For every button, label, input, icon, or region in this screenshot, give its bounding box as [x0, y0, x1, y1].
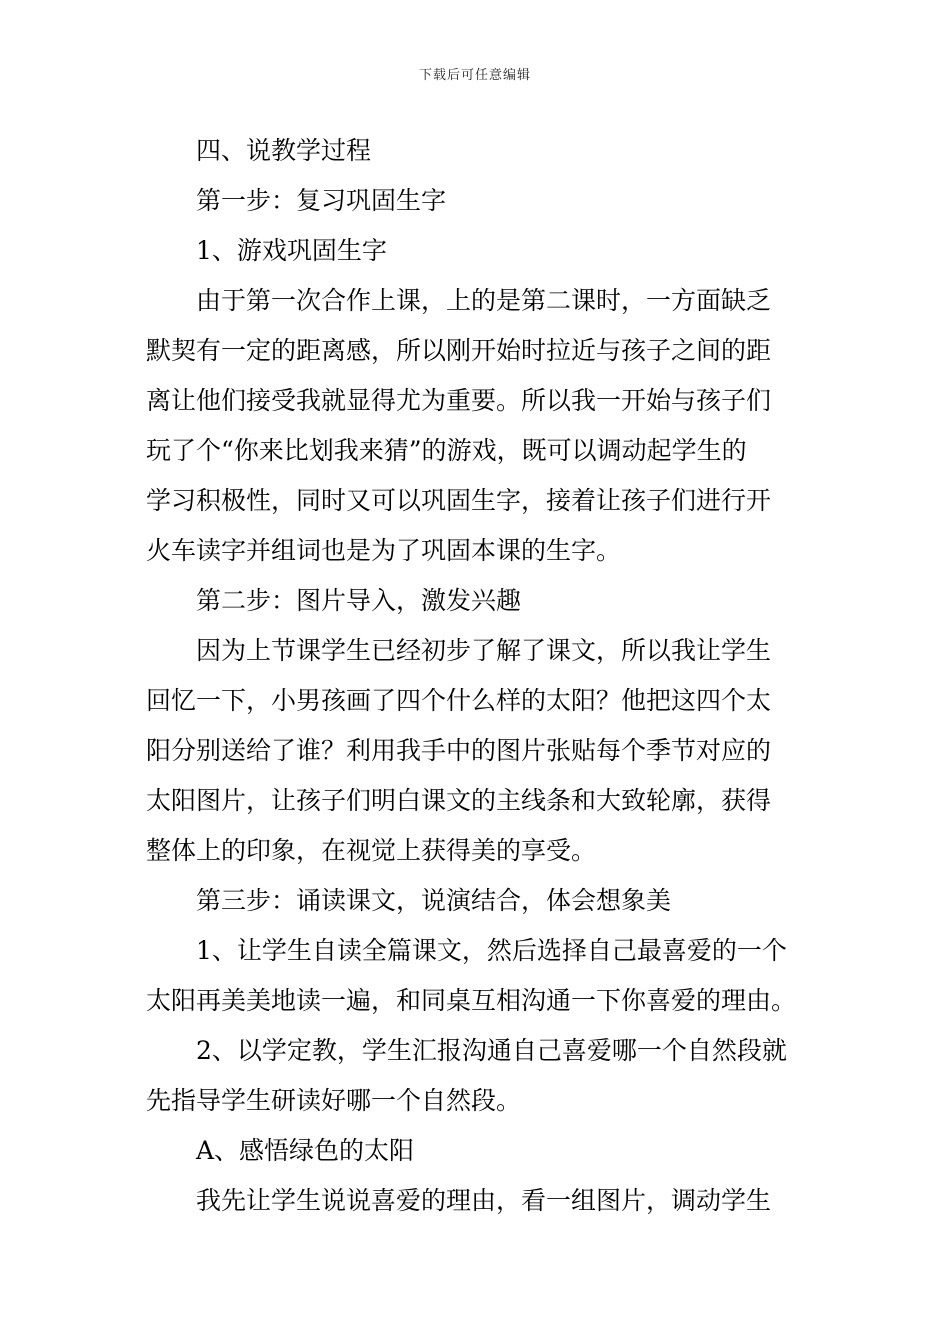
text-line: 离让他们接受我就显得尤为重要。所以我一开始与孩子们 — [146, 386, 772, 415]
text-line: A、感悟绿色的太阳 — [196, 1136, 415, 1165]
text-line: 默契有一定的距离感，所以刚开始时拉近与孩子之间的距 — [146, 336, 772, 365]
text-line: 整体上的印象，在视觉上获得美的享受。 — [146, 836, 597, 865]
text-line: 先指导学生研读好哪一个自然段。 — [146, 1086, 522, 1115]
text-line: 玩了个“你来比划我来猜”的游戏，既可以调动起学生的 — [146, 436, 747, 465]
document-body — [146, 126, 810, 1226]
text-line: 第二步：图片导入，激发兴趣 — [196, 586, 522, 615]
text-line: 四、说教学过程 — [196, 136, 372, 165]
text-line: 因为上节课学生已经初步了解了课文，所以我让学生 — [196, 636, 772, 665]
text-line: 1、游戏巩固生字 — [196, 236, 387, 265]
text-line: 第一步：复习巩固生字 — [196, 186, 447, 215]
text-line: 阳分别送给了谁？利用我手中的图片张贴每个季节对应的 — [146, 736, 772, 765]
text-line: 火车读字并组词也是为了巩固本课的生字。 — [146, 536, 622, 565]
page-header: 下载后可任意编辑 — [418, 68, 531, 83]
text-line: 1、让学生自读全篇课文，然后选择自己最喜爱的一个 — [196, 936, 787, 965]
text-line: 2、以学定教，学生汇报沟通自己喜爱哪一个自然段就 — [196, 1036, 787, 1065]
text-line: 由于第一次合作上课，上的是第二课时，一方面缺乏 — [196, 286, 772, 315]
text-line: 我先让学生说说喜爱的理由，看一组图片，调动学生 — [196, 1186, 772, 1215]
text-line: 太阳图片，让孩子们明白课文的主线条和大致轮廓，获得 — [146, 786, 772, 815]
text-line: 太阳再美美地读一遍，和同桌互相沟通一下你喜爱的理由。 — [146, 986, 797, 1015]
text-line: 第三步：诵读课文，说演结合，体会想象美 — [196, 886, 672, 915]
text-line: 回忆一下，小男孩画了四个什么样的太阳？他把这四个太 — [146, 686, 772, 715]
text-line: 学习积极性，同时又可以巩固生字，接着让孩子们进行开 — [146, 486, 772, 515]
